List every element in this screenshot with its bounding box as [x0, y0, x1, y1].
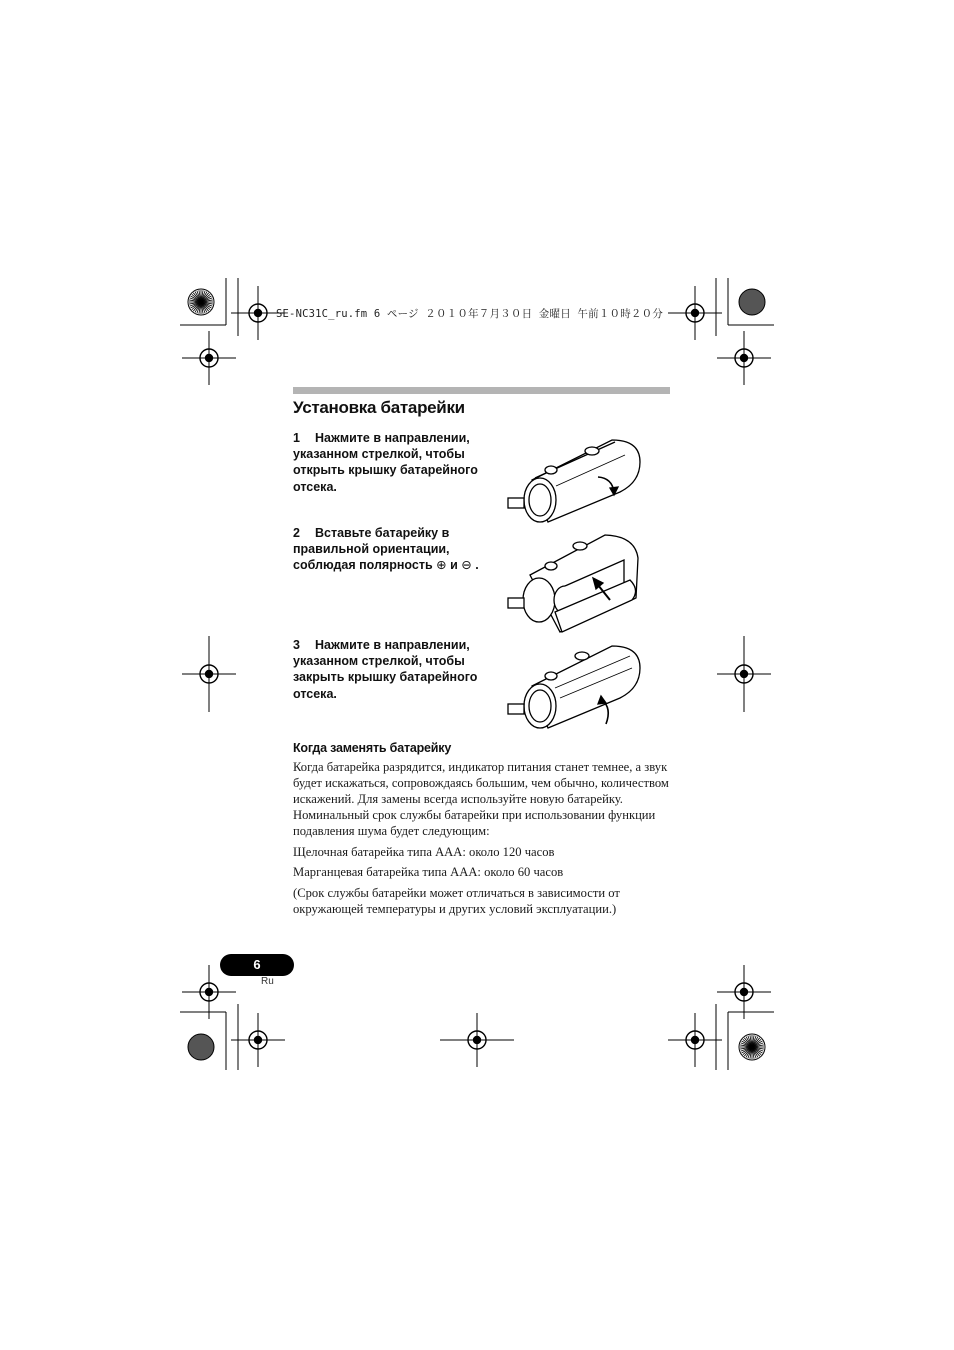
- manganese-battery-life: Марганцевая батарейка типа AAA: около 60 часов: [293, 865, 564, 879]
- section-title: Установка батарейки: [293, 398, 465, 417]
- battery-life-note: (Срок службы батарейки может отличаться в зависимости от окружающей температуры и других условий эксплуатации.): [293, 886, 620, 916]
- step-2-number: 2: [293, 526, 300, 540]
- step-1-text: Нажмите в направлении, указанном стрелкой, чтобы открыть крышку батарейного отсека.: [293, 431, 478, 494]
- illustration-step-3: [508, 646, 640, 728]
- step-2-text-middle: и: [446, 558, 462, 573]
- replace-battery-paragraph: Когда батарейка разрядится, индикатор питания станет темнее, а звук будет искажаться, сопровождаясь большим, чем обычно, количеством искажений. Для замены всегда используйте новую батарейку. Номинальный срок службы батарейки при использовании функции подавления шума будет следующим:: [293, 760, 669, 838]
- page-number-tab: 6: [220, 954, 294, 976]
- illustration-step-1: [508, 440, 640, 522]
- step-2-text-before: Вставьте батарейку в правильной ориентации, соблюдая полярность: [293, 526, 450, 573]
- section-title-bar: [293, 387, 670, 394]
- step-2: [293, 525, 483, 574]
- page-language-label: Ru: [261, 976, 274, 987]
- step-1: [293, 430, 483, 495]
- illustration-step-2: [508, 535, 638, 632]
- step-3-text: Нажмите в направлении, указанном стрелкой, чтобы закрыть крышку батарейного отсека.: [293, 638, 478, 701]
- alkaline-battery-life: Щелочная батарейка типа AAA: около 120 часов: [293, 845, 555, 859]
- file-header-line: SE-NC31C_ru.fm 6 ページ ２０１０年７月３０日 金曜日 午前１０時２０分: [276, 308, 664, 320]
- plus-polarity-icon: ⊕: [436, 557, 447, 573]
- minus-polarity-icon: ⊖: [461, 557, 472, 573]
- step-1-number: 1: [293, 431, 300, 445]
- step-3: [293, 637, 483, 702]
- step-2-text-after: .: [471, 558, 479, 573]
- step-3-number: 3: [293, 638, 300, 652]
- replace-battery-title: Когда заменять батарейку: [293, 741, 452, 755]
